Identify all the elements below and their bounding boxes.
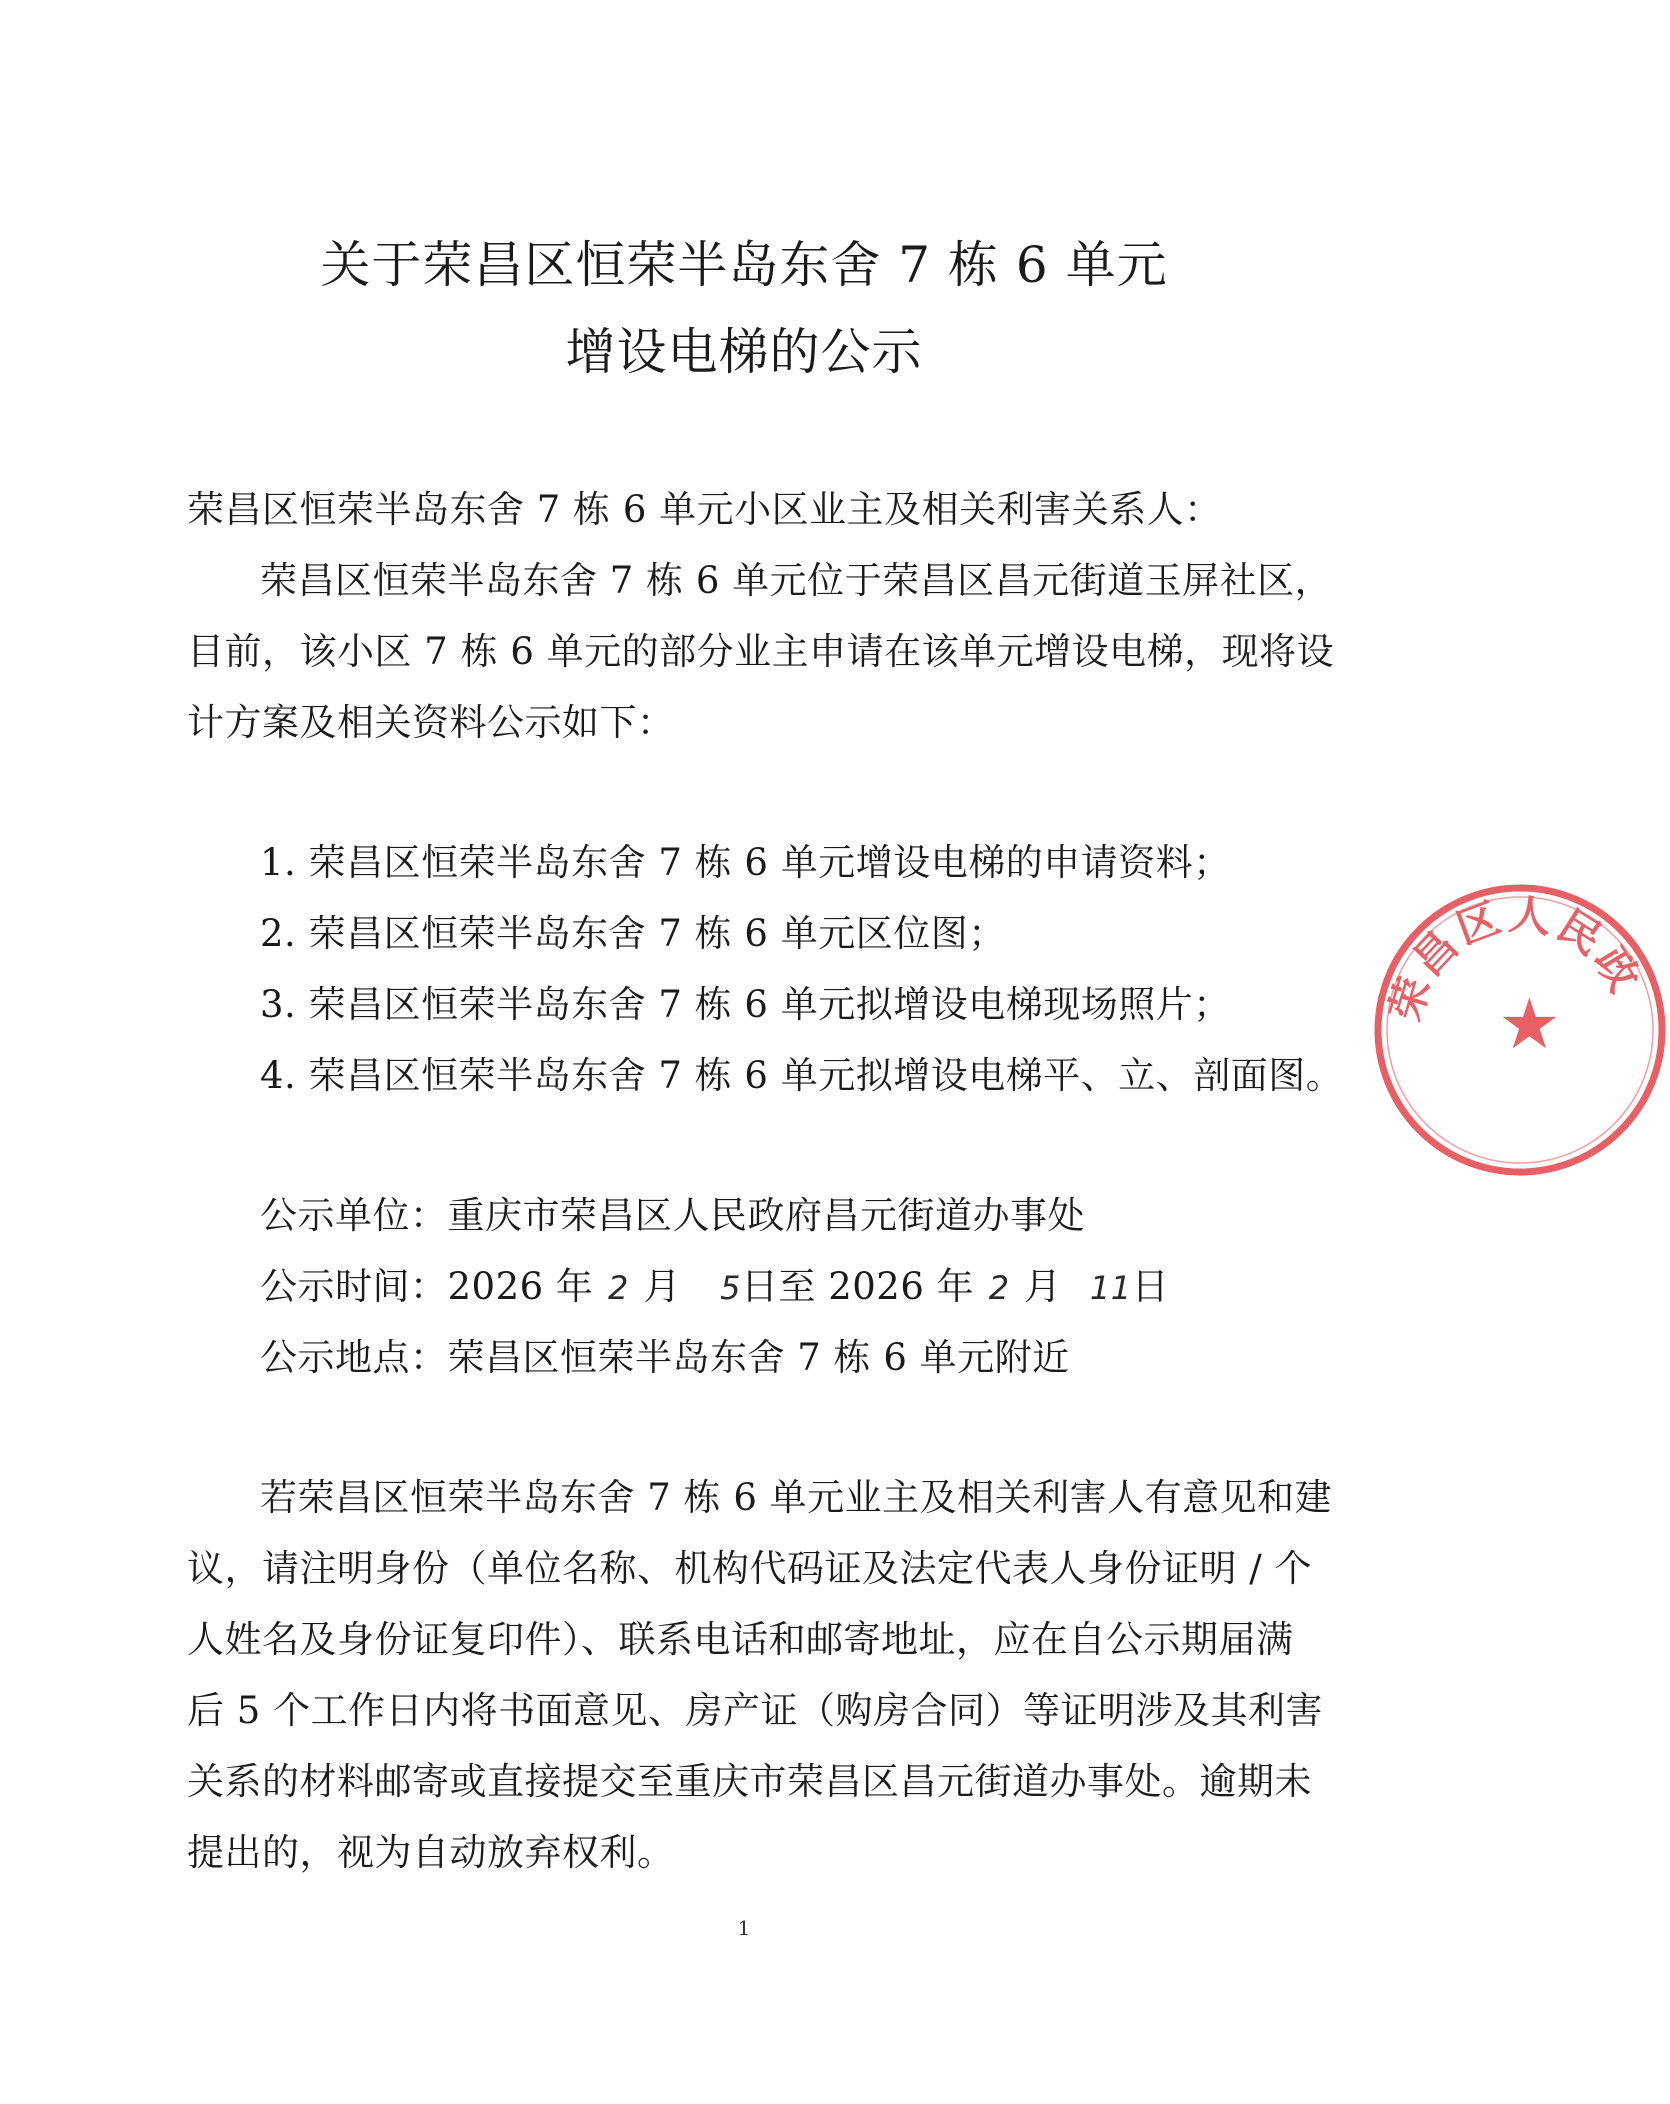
notice-time-day-suffix: 日 (1131, 1265, 1170, 1308)
notice-time-month-suffix: 月 (643, 1265, 681, 1308)
list-item: 1. 荣昌区恒荣半岛东舍 7 栋 6 单元增设电梯的申请资料； (260, 841, 1231, 884)
document-title-line2: 增设电梯的公示 (565, 323, 923, 381)
handwritten-day-end: 11 (1089, 1269, 1132, 1307)
closing-line-5: 关系的材料邮寄或直接提交至重庆市荣昌区昌元街道办事处。逾期未 (187, 1760, 1312, 1803)
notice-unit: 公示单位：重庆市荣昌区人民政府昌元街道办事处 (260, 1194, 1085, 1237)
closing-line-4: 后 5 个工作日内将书面意见、房产证（购房合同）等证明涉及其利害 (187, 1689, 1324, 1732)
closing-line-6: 提出的，视为自动放弃权利。 (187, 1831, 675, 1874)
intro-line-3: 计方案及相关资料公示如下： (187, 701, 675, 744)
official-seal-stamp (1370, 880, 1670, 1180)
page-number: 1 (737, 1916, 751, 1940)
handwritten-month-end: 2 (988, 1269, 1010, 1307)
document-title-line1: 关于荣昌区恒荣半岛东舍 7 栋 6 单元 (320, 236, 1168, 294)
intro-line-1: 荣昌区恒荣半岛东舍 7 栋 6 单元位于荣昌区昌元街道玉屏社区， (260, 559, 1333, 602)
handwritten-day-start: 5 (720, 1269, 741, 1307)
seal-text: 荣昌区人民政 (1380, 889, 1651, 1027)
notice-time-year-start: 2026 年 (447, 1265, 594, 1308)
notice-time-mid: 日至 2026 年 (740, 1265, 975, 1308)
star-icon: ★ (1498, 983, 1561, 1065)
list-item: 3. 荣昌区恒荣半岛东舍 7 栋 6 单元拟增设电梯现场照片； (260, 983, 1231, 1026)
handwritten-month-start: 2 (608, 1269, 629, 1307)
list-item: 2. 荣昌区恒荣半岛东舍 7 栋 6 单元区位图； (260, 912, 1006, 955)
notice-time (260, 1267, 1169, 1308)
salutation: 荣昌区恒荣半岛东舍 7 栋 6 单元小区业主及相关利害关系人： (187, 488, 1222, 531)
list-item: 4. 荣昌区恒荣半岛东舍 7 栋 6 单元拟增设电梯平、立、剖面图。 (260, 1054, 1344, 1097)
notice-time-label: 公示时间： (260, 1265, 448, 1308)
closing-line-2: 议，请注明身份（单位名称、机构代码证及法定代表人身份证明 / 个 (187, 1547, 1312, 1590)
intro-line-2: 目前，该小区 7 栋 6 单元的部分业主申请在该单元增设电梯，现将设 (187, 630, 1335, 673)
closing-line-3: 人姓名及身份证复印件）、联系电话和邮寄地址，应在自公示期届满 (187, 1618, 1294, 1661)
notice-time-month2-suffix: 月 (1024, 1265, 1062, 1308)
notice-place: 公示地点：荣昌区恒荣半岛东舍 7 栋 6 单元附近 (260, 1336, 1070, 1379)
closing-line-1: 若荣昌区恒荣半岛东舍 7 栋 6 单元业主及相关利害人有意见和建 (260, 1476, 1333, 1519)
